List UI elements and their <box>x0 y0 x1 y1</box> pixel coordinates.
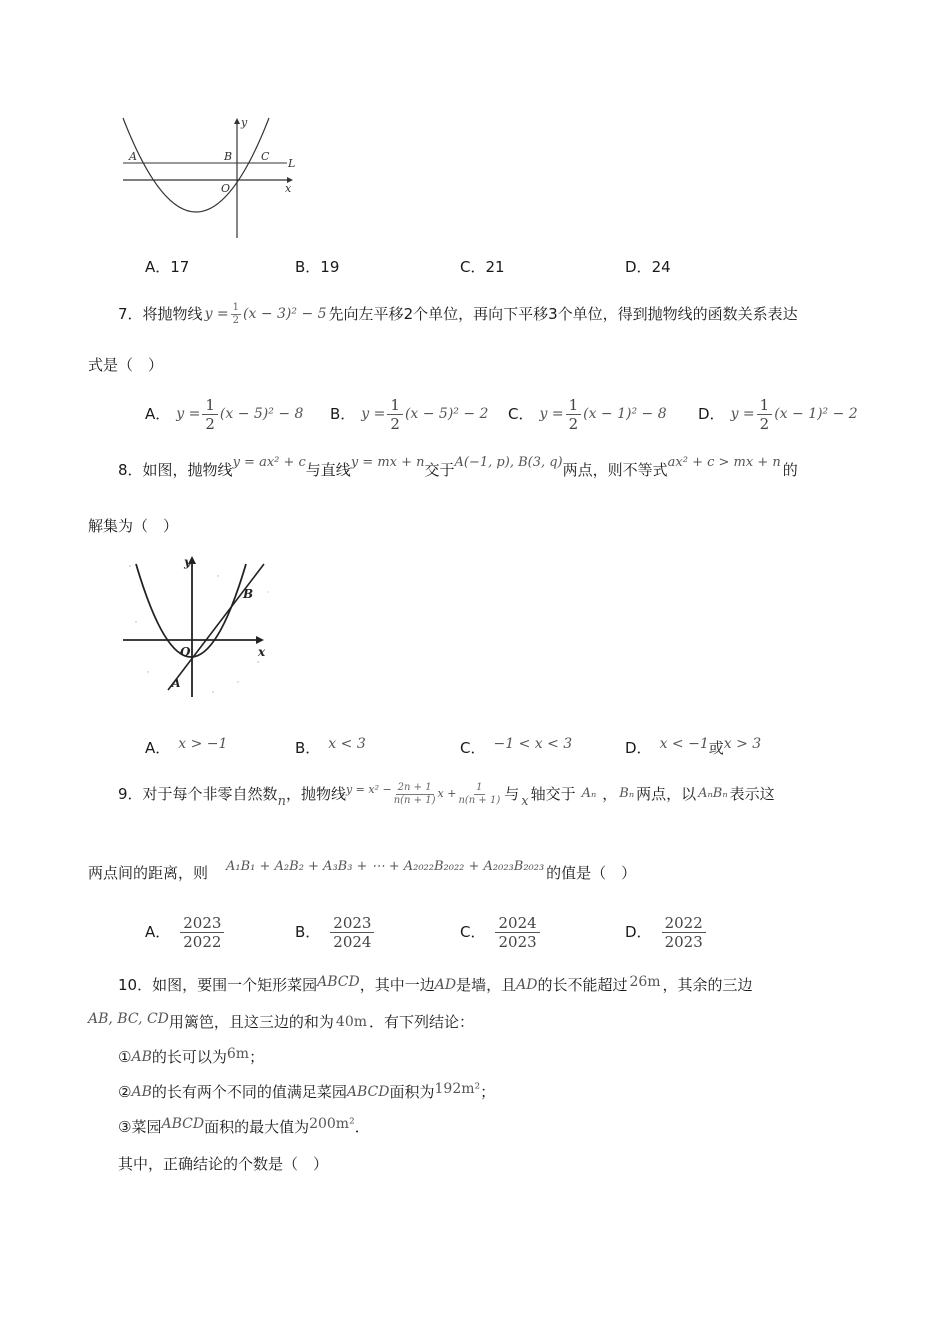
q8-y-label: y <box>184 555 191 569</box>
q10-length-26: 26m <box>629 974 661 990</box>
denominator: 2 <box>759 414 770 433</box>
option-text: 17 <box>170 258 190 276</box>
option-letter: C． <box>460 739 486 757</box>
option-fraction <box>757 396 773 433</box>
q9-Bn: Bₙ <box>619 786 635 801</box>
option-letter: B． <box>295 258 321 276</box>
q8-option-b[interactable] <box>295 738 366 758</box>
q6-B-label: B <box>224 150 233 163</box>
q9-AnBn: AₙBₙ <box>698 786 728 801</box>
option-fraction <box>202 396 218 433</box>
q9-text: ， <box>602 785 618 803</box>
option-formula: (x − 5)² − 2 <box>404 406 489 422</box>
q9-text: 轴交于 <box>530 785 576 803</box>
q8-line-formula: y = mx + n <box>350 455 425 470</box>
q9-fraction-2 <box>458 782 500 807</box>
q7-option-d[interactable] <box>698 395 858 433</box>
q10-text: ③菜园 <box>118 1118 162 1136</box>
q8-parabola-formula: y = ax² + c <box>232 455 306 470</box>
denominator: 2 <box>390 414 400 433</box>
option-formula: x > 3 <box>723 736 762 752</box>
q9-text: 两点间的距离，则 <box>88 864 209 882</box>
denominator: 2 <box>568 414 579 433</box>
q8-inequality: ax² + c > mx + n <box>667 455 781 470</box>
q9-number: 9． <box>118 785 143 803</box>
q9-sum-expression: A₁B₁ + A₂B₂ + A₃B₃ + ⋯ + A₂₀₂₂B₂₀₂₂ + A₂₀₂₃B₂₀₂₃ <box>226 859 545 874</box>
q6-y-label: y <box>241 116 248 129</box>
option-letter: C． <box>460 258 486 276</box>
q8-A-label: A <box>172 677 181 690</box>
q10-text: 如图，要围一个矩形菜园 <box>152 976 318 994</box>
q10-text: 的长不能超过 <box>537 976 628 994</box>
q7-text: 个单位，得到抛物线的函数关系表达 <box>557 305 798 323</box>
q9-option-a[interactable] <box>145 910 224 954</box>
option-text: 21 <box>485 258 505 276</box>
denominator: 2 <box>232 314 240 326</box>
q9-stem-line1 <box>118 772 775 816</box>
q9-option-b[interactable] <box>295 910 374 954</box>
option-formula: (x − 1)² − 8 <box>583 406 667 422</box>
q6-option-c[interactable] <box>460 257 505 277</box>
q8-text: 的 <box>782 461 798 479</box>
q10-text: ； <box>249 1048 265 1066</box>
q7-option-b[interactable] <box>330 395 488 433</box>
q8-points: A(−1, p), B(3, q) <box>454 455 563 470</box>
numerator: 1 <box>387 396 403 415</box>
option-fraction <box>495 914 539 951</box>
option-text: 24 <box>651 258 671 276</box>
option-letter: D． <box>698 405 725 423</box>
q9-text: 两点，以 <box>636 785 697 803</box>
q8-text: 与直线 <box>305 461 351 479</box>
q8-text: 如图，抛物线 <box>142 461 233 479</box>
q9-An: Aₙ <box>581 786 597 801</box>
q10-text: 的长有两个不同的值满足菜园 <box>151 1083 347 1101</box>
option-letter: A． <box>145 405 171 423</box>
option-fraction <box>180 914 224 951</box>
q9-formula: y = x² − <box>345 783 392 796</box>
q10-text: ，其中一边 <box>359 976 435 994</box>
option-formula: y = <box>176 406 201 422</box>
q10-question: 其中，正确结论的个数是（ ） <box>118 1155 329 1173</box>
numerator: 2023 <box>180 914 224 933</box>
q8-option-c[interactable] <box>460 738 572 758</box>
q10-text: ．有下列结论： <box>369 1013 475 1031</box>
q10-conclusion-2 <box>118 1082 495 1102</box>
denominator: 2023 <box>664 932 703 951</box>
q9-text: 表示这 <box>729 785 775 803</box>
q6-parabola-figure <box>115 110 305 245</box>
q9-formula: x + <box>437 787 457 800</box>
q8-stem-line1 <box>118 455 798 480</box>
q10-text: ，其余的三边 <box>662 976 753 994</box>
q7-fraction <box>231 302 241 327</box>
option-formula: x < −1 <box>659 736 709 752</box>
q6-option-d[interactable] <box>625 257 671 277</box>
q8-option-a[interactable] <box>145 738 227 758</box>
q10-stem-line1 <box>118 975 753 995</box>
option-letter: D． <box>625 739 652 757</box>
option-fraction <box>330 914 374 951</box>
numerator: 1 <box>566 396 582 415</box>
q8-graph-figure <box>118 552 278 702</box>
denominator: 2 <box>205 414 215 433</box>
q10-value-6m: 6m <box>226 1046 250 1062</box>
q10-text: ② <box>118 1083 132 1101</box>
q7-option-a[interactable] <box>145 395 303 433</box>
q10-AD: AD <box>434 977 457 993</box>
q9-option-c[interactable] <box>460 910 540 954</box>
numerator: 1 <box>202 396 218 415</box>
q7-formula: y = <box>204 306 229 322</box>
option-letter: A． <box>145 739 171 757</box>
q10-sides: AB, BC, CD <box>88 1011 169 1027</box>
option-formula: −1 < x < 3 <box>493 736 573 752</box>
numerator: 2023 <box>330 914 374 933</box>
denominator: 2023 <box>498 932 537 951</box>
q10-ABCD: ABCD <box>161 1116 205 1132</box>
option-fraction <box>662 914 706 951</box>
q10-length-40: 40m <box>335 1014 368 1030</box>
q6-C-label: C <box>261 150 270 163</box>
denominator: 2024 <box>333 932 372 951</box>
option-letter: B． <box>330 405 356 423</box>
denominator: n(n + 1) <box>458 794 501 806</box>
q10-ABCD: ABCD <box>346 1084 390 1100</box>
q6-A-label: A <box>129 150 137 163</box>
q10-AB: AB <box>131 1049 152 1065</box>
q6-L-label: L <box>288 157 296 170</box>
q8-text: 两点，则不等式 <box>562 461 668 479</box>
denominator: n(n + 1) <box>393 794 436 806</box>
option-fraction <box>566 396 582 433</box>
q10-text: 面积的最大值为 <box>204 1118 310 1136</box>
q10-text: 用篱笆，且这三边的和为 <box>168 1013 334 1031</box>
q10-value-192: 192m² <box>434 1081 481 1097</box>
q9-stem-line2 <box>88 858 636 888</box>
q9-x-symbol: x <box>521 794 529 809</box>
q7-shift-down: 3 <box>548 305 558 323</box>
q7-text: 将抛物线 <box>142 305 203 323</box>
denominator: 2022 <box>183 932 222 951</box>
numerator: 1 <box>757 396 773 415</box>
q10-text: ① <box>118 1048 132 1066</box>
q10-text: ； <box>480 1083 496 1101</box>
q8-x-label: x <box>258 645 266 659</box>
option-text: 19 <box>320 258 340 276</box>
q8-stem-line2: 解集为（ ） <box>88 517 179 535</box>
q10-conclusion-3 <box>118 1117 370 1137</box>
option-formula: (x − 5)² − 8 <box>219 406 304 422</box>
option-letter: A． <box>145 258 171 276</box>
option-letter: C． <box>508 405 534 423</box>
q10-text: ． <box>354 1118 370 1136</box>
option-formula: y = <box>730 406 755 422</box>
numerator: 1 <box>232 301 240 313</box>
option-formula: x < 3 <box>328 736 366 752</box>
option-letter: B． <box>295 923 321 941</box>
q8-O-label: O <box>180 645 191 659</box>
q9-fraction-1 <box>394 782 436 807</box>
q9-text: 的值是（ ） <box>546 864 637 882</box>
q8-option-d[interactable] <box>625 738 761 758</box>
numerator: 2022 <box>662 914 706 933</box>
q7-stem-line1 <box>118 296 798 332</box>
option-letter: C． <box>460 923 486 941</box>
q7-option-c[interactable] <box>508 395 667 433</box>
q8-text: 交于 <box>424 461 455 479</box>
q10-text: 的长可以为 <box>151 1048 227 1066</box>
option-fraction <box>387 396 403 433</box>
option-formula: x > −1 <box>178 736 228 752</box>
q10-stem-line2 <box>88 1012 474 1032</box>
q10-AD: AD <box>516 977 538 993</box>
option-letter: D． <box>625 923 652 941</box>
q7-text: 先向左平移 <box>328 305 404 323</box>
q7-text: 个单位，再向下平移 <box>413 305 549 323</box>
q10-text: 面积为 <box>389 1083 435 1101</box>
q10-number: 10． <box>118 976 153 994</box>
option-letter: B． <box>295 739 321 757</box>
numerator: 2024 <box>495 914 539 933</box>
option-formula: y = <box>539 406 564 422</box>
q7-shift-left: 2 <box>403 305 414 323</box>
q9-text: 对于每个非零自然数 <box>142 785 278 803</box>
q9-n-symbol: n <box>277 794 286 809</box>
q10-AB: AB <box>131 1084 152 1100</box>
q6-option-b[interactable] <box>295 257 339 277</box>
option-formula: y = <box>361 406 386 422</box>
q6-option-a[interactable] <box>145 257 189 277</box>
option-letter: A． <box>145 923 171 941</box>
option-formula: (x − 1)² − 2 <box>774 406 858 422</box>
q10-text: 是墙，且 <box>456 976 517 994</box>
q9-option-d[interactable] <box>625 910 706 954</box>
option-letter: D． <box>625 258 652 276</box>
q10-conclusion-1 <box>118 1047 264 1067</box>
q9-text: ，抛物线 <box>285 785 346 803</box>
q7-stem-line2: 式是（ ） <box>88 356 164 374</box>
numerator: 2n + 1 <box>397 781 432 793</box>
q6-O-label: O <box>221 182 231 195</box>
numerator: 1 <box>476 781 483 793</box>
q7-number: 7． <box>118 305 143 323</box>
q10-value-200: 200m² <box>309 1116 355 1132</box>
q10-ABCD: ABCD <box>317 974 360 990</box>
q6-x-label: x <box>285 182 292 195</box>
q9-text: 与 <box>504 785 520 803</box>
option-or-text: 或 <box>708 739 724 757</box>
q7-formula-tail: (x − 3)² − 5 <box>243 306 327 322</box>
q8-number: 8． <box>118 461 143 479</box>
q8-B-label: B <box>243 587 254 601</box>
